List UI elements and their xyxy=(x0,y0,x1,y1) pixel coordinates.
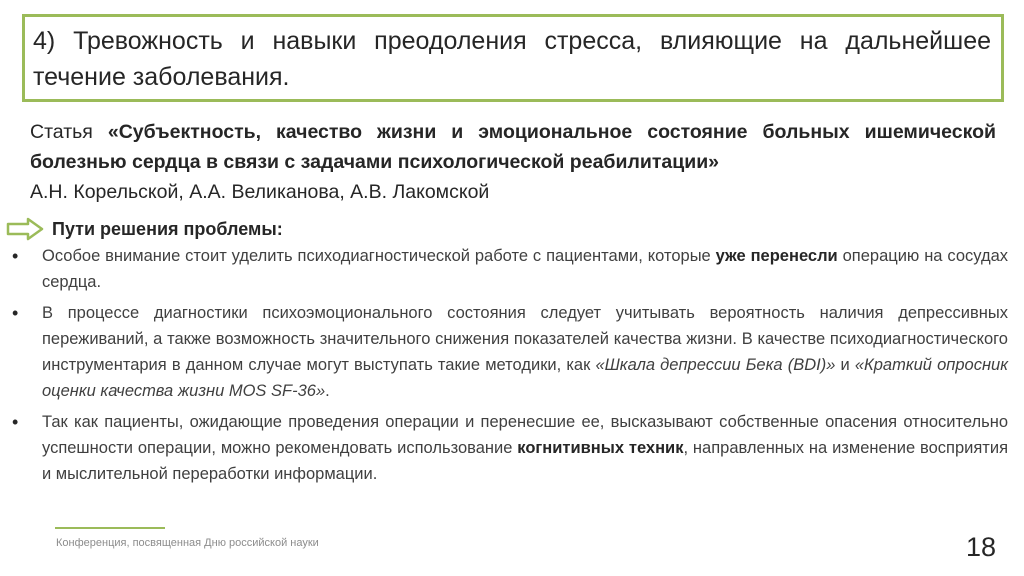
page-number: 18 xyxy=(965,532,996,562)
article-reference xyxy=(30,117,996,207)
list-item: • Так как пациенты, ожидающие проведения операции и перенесшие ее, высказывают собственные опасения относительно успешности операции, можно рекомендовать использование когнитивных техник, направленных на изменение восприятия и мыслительной переработки информации. xyxy=(10,409,1008,487)
article-prefix: Статья xyxy=(30,121,93,143)
arrow-right-icon xyxy=(6,217,44,241)
bullet-dot-icon: • xyxy=(12,412,19,432)
footer-divider xyxy=(55,527,165,529)
solutions-heading xyxy=(6,216,283,242)
slide-title xyxy=(22,14,1004,102)
solutions-list xyxy=(10,243,1008,492)
slide-title-text: 4) Тревожность и навыки преодоления стресса, влияющие на дальнейшее течение заболевания. xyxy=(33,27,991,91)
footer-text: Конференция, посвященная Дню российской науки xyxy=(56,537,319,549)
list-item: • Особое внимание стоит уделить психодиагностической работе с пациентами, которые уже перенесли операцию на сосудах сердца. xyxy=(10,243,1008,295)
article-authors: А.Н. Корельской, А.А. Великанова, А.В. Лакомской xyxy=(30,181,490,203)
bullet-dot-icon: • xyxy=(12,246,19,266)
bullet-dot-icon: • xyxy=(12,303,19,323)
article-name: «Субъектность, качество жизни и эмоциональное состояние больных ишемической болезнью сердца в связи с задачами психологической реабилитации» xyxy=(30,121,997,173)
list-item: • В процессе диагностики психоэмоционального состояния следует учитывать вероятность наличия депрессивных переживаний, а также возможность значительного снижения показателей качества жизни. В качестве психодиагностического инструментария в данном случае могут выступать такие методики, как «Шкала депрессии Бека (BDI)» и «Краткий опросник оценки качества жизни MOS SF-36». xyxy=(10,300,1008,404)
solutions-label: Пути решения проблемы: xyxy=(52,218,283,239)
